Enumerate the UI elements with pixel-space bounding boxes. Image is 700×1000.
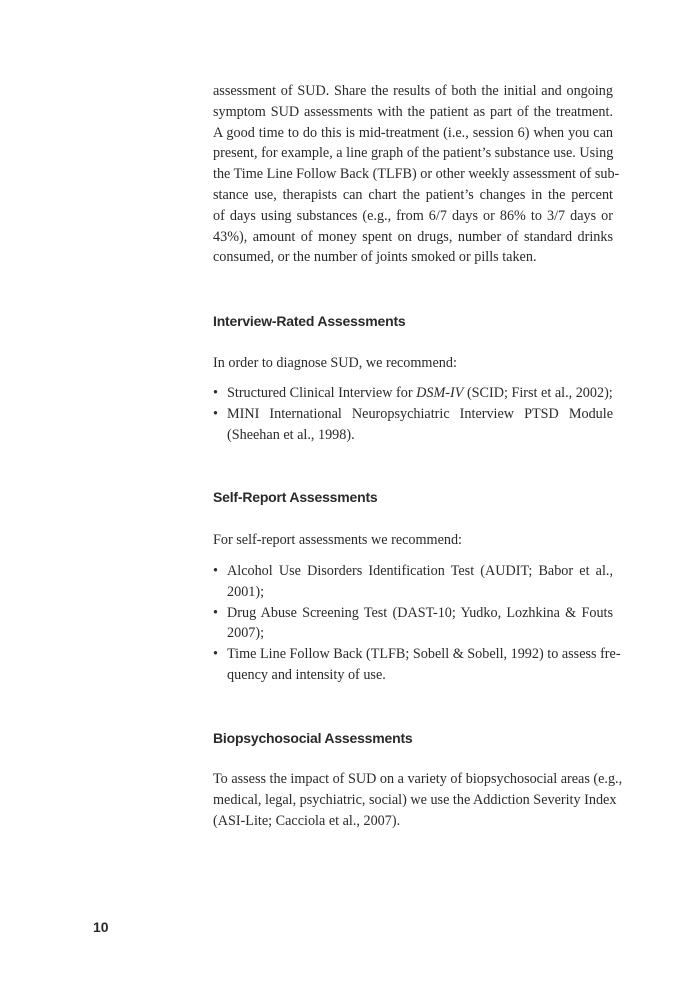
bullet-icon: • <box>213 385 218 401</box>
bullet-icon: • <box>213 563 218 579</box>
lead-text: For self-report assessments we recommend: <box>213 532 463 548</box>
interview-rated-list <box>213 383 613 445</box>
bullet-icon: • <box>213 604 218 621</box>
intro-line: symptom SUD assessments with the patient as part of the treatment. <box>213 103 613 120</box>
paragraph-line: medical, legal, psychiatric, social) we use the Addiction Severity Index <box>213 791 617 808</box>
interview-rated-lead <box>213 353 613 374</box>
section-heading-biopsychosocial: Biopsychosocial Assessments <box>213 730 413 746</box>
item-text: Time Line Follow Back (TLFB; Sobell & Sobell, 1992) to assess fre- <box>227 646 621 663</box>
item-text: quency and intensity of use. <box>227 666 386 683</box>
intro-line: the Time Line Follow Back (TLFB) or other weekly assessment of sub- <box>213 166 620 183</box>
page-number: 10 <box>93 919 109 935</box>
intro-line: consumed, or the number of joints smoked or pills taken. <box>213 249 537 266</box>
list-item <box>213 404 613 446</box>
self-report-lead <box>213 530 613 551</box>
list-item <box>213 561 613 603</box>
item-text: (Sheehan et al., 1998). <box>227 426 355 443</box>
list-item <box>213 383 613 404</box>
bullet-icon: • <box>213 405 218 422</box>
item-text: (SCID; First et al., 2002); <box>463 385 613 401</box>
item-text: Structured Clinical Interview for <box>227 385 417 401</box>
intro-line: A good time to do this is mid-treatment (i.e., session 6) when you can <box>213 124 613 141</box>
paragraph-line: To assess the impact of SUD on a variety of biopsychosocial areas (e.g., <box>213 771 623 787</box>
intro-line: 43%), amount of money spent on drugs, number of standard drinks <box>213 228 613 245</box>
self-report-list <box>213 561 621 686</box>
paragraph-line: (ASI-Lite; Cacciola et al., 2007). <box>213 812 401 829</box>
bullet-icon: • <box>213 646 218 663</box>
section-heading-interview-rated: Interview-Rated Assessments <box>213 313 406 329</box>
item-text: 2001); <box>227 583 265 600</box>
intro-paragraph <box>213 81 620 268</box>
item-text: MINI International Neuropsychiatric Interview PTSD Module <box>227 405 613 422</box>
section-heading-self-report: Self-Report Assessments <box>213 489 378 505</box>
item-text: 2007); <box>227 625 265 642</box>
intro-line: present, for example, a line graph of the patient’s substance use. Using <box>213 145 614 162</box>
intro-line: of days using substances (e.g., from 6/7 days or 86% to 3/7 days or <box>213 207 613 224</box>
lead-text: In order to diagnose SUD, we recommend: <box>213 355 457 371</box>
item-text: Alcohol Use Disorders Identification Test (AUDIT; Babor et al., <box>227 563 613 579</box>
list-item <box>213 644 621 686</box>
intro-line: assessment of SUD. Share the results of both the initial and ongoing <box>213 83 613 99</box>
item-text: Drug Abuse Screening Test (DAST-10; Yudko, Lozhkina & Fouts <box>227 604 613 621</box>
biopsychosocial-paragraph <box>213 769 623 831</box>
intro-line: stance use, therapists can chart the patient’s changes in the percent <box>213 186 613 203</box>
list-item <box>213 603 613 645</box>
item-italic-text: DSM-IV <box>416 385 464 401</box>
